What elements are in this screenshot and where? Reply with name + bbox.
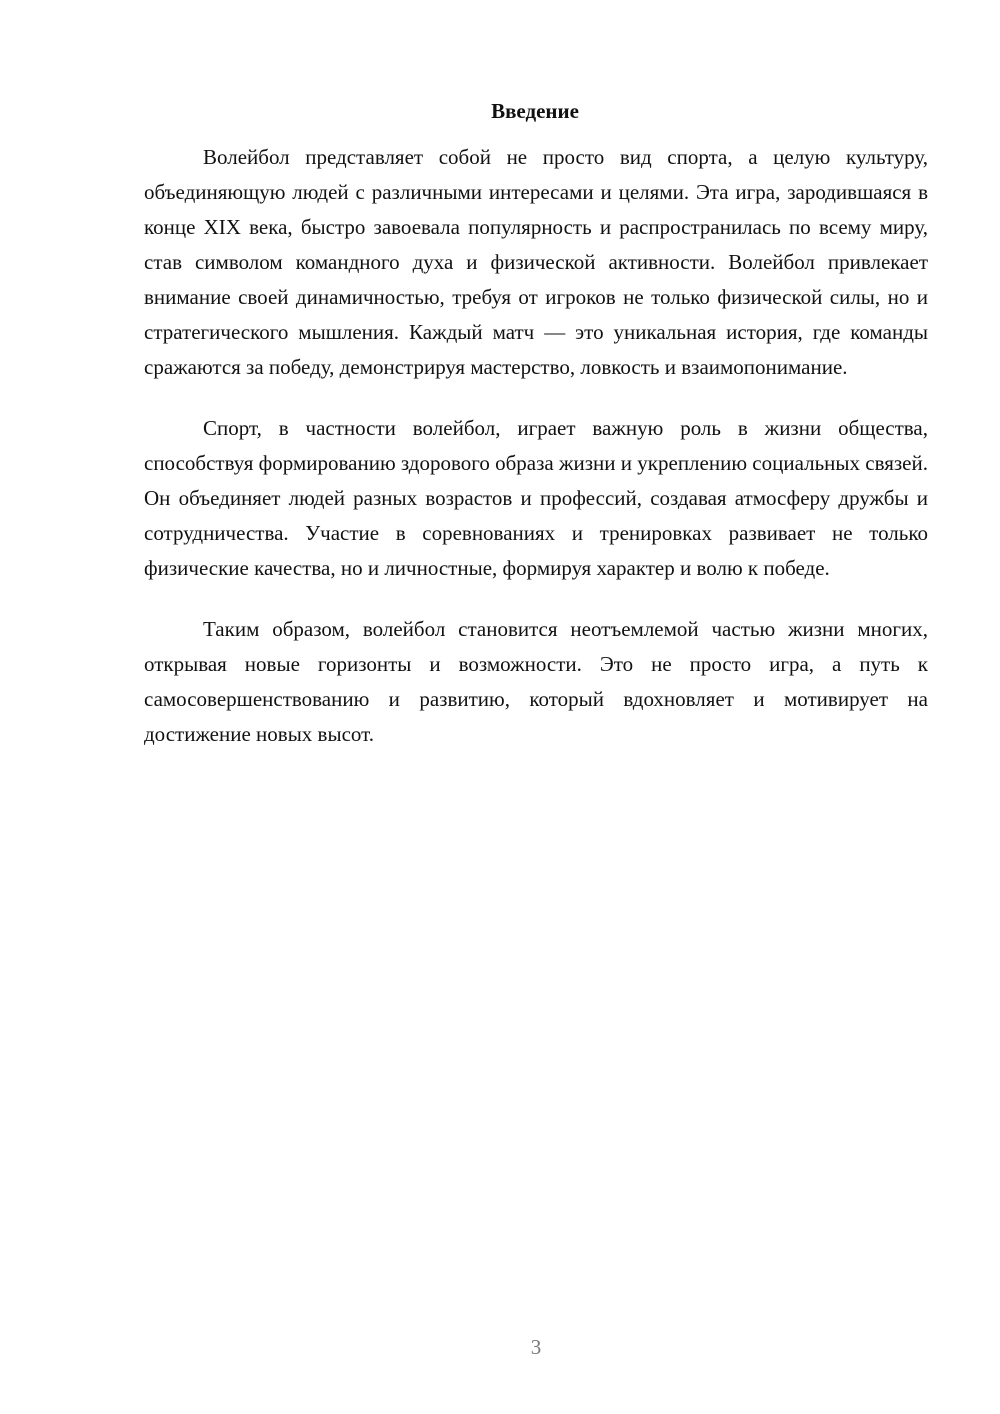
section-title: Введение: [491, 99, 579, 123]
page-number: 3: [530, 1335, 542, 1359]
body-text: [144, 140, 928, 778]
paragraph: Волейбол представляет собой не просто вид спорта, а целую культуру, объединяющую людей с различными интересами и целями. Эта игра, зародившаяся в конце XIX века, быстро завоевала популярность и распространилась по всему миру, став символом командного духа и физической активности. Волейбол привлекает внимание своей динамичностью, требуя от игроков не только физической силы, но и стратегического мышления. Каждый матч — это уникальная история, где команды сражаются за победу, демонстрируя мастерство, ловкость и взаимопонимание.: [144, 145, 928, 379]
paragraph: Таким образом, волейбол становится неотъемлемой частью жизни многих, открывая новые горизонты и возможности. Это не просто игра, а путь к самосовершенствованию и развитию, который вдохновляет и мотивирует на достижение новых высот.: [144, 617, 928, 746]
paragraph: Спорт, в частности волейбол, играет важную роль в жизни общества, способствуя формированию здорового образа жизни и укреплению социальных связей. Он объединяет людей разных возрастов и профессий, создавая атмосферу дружбы и сотрудничества. Участие в соревнованиях и тренировках развивает не только физические качества, но и личностные, формируя характер и волю к победе.: [144, 416, 928, 580]
